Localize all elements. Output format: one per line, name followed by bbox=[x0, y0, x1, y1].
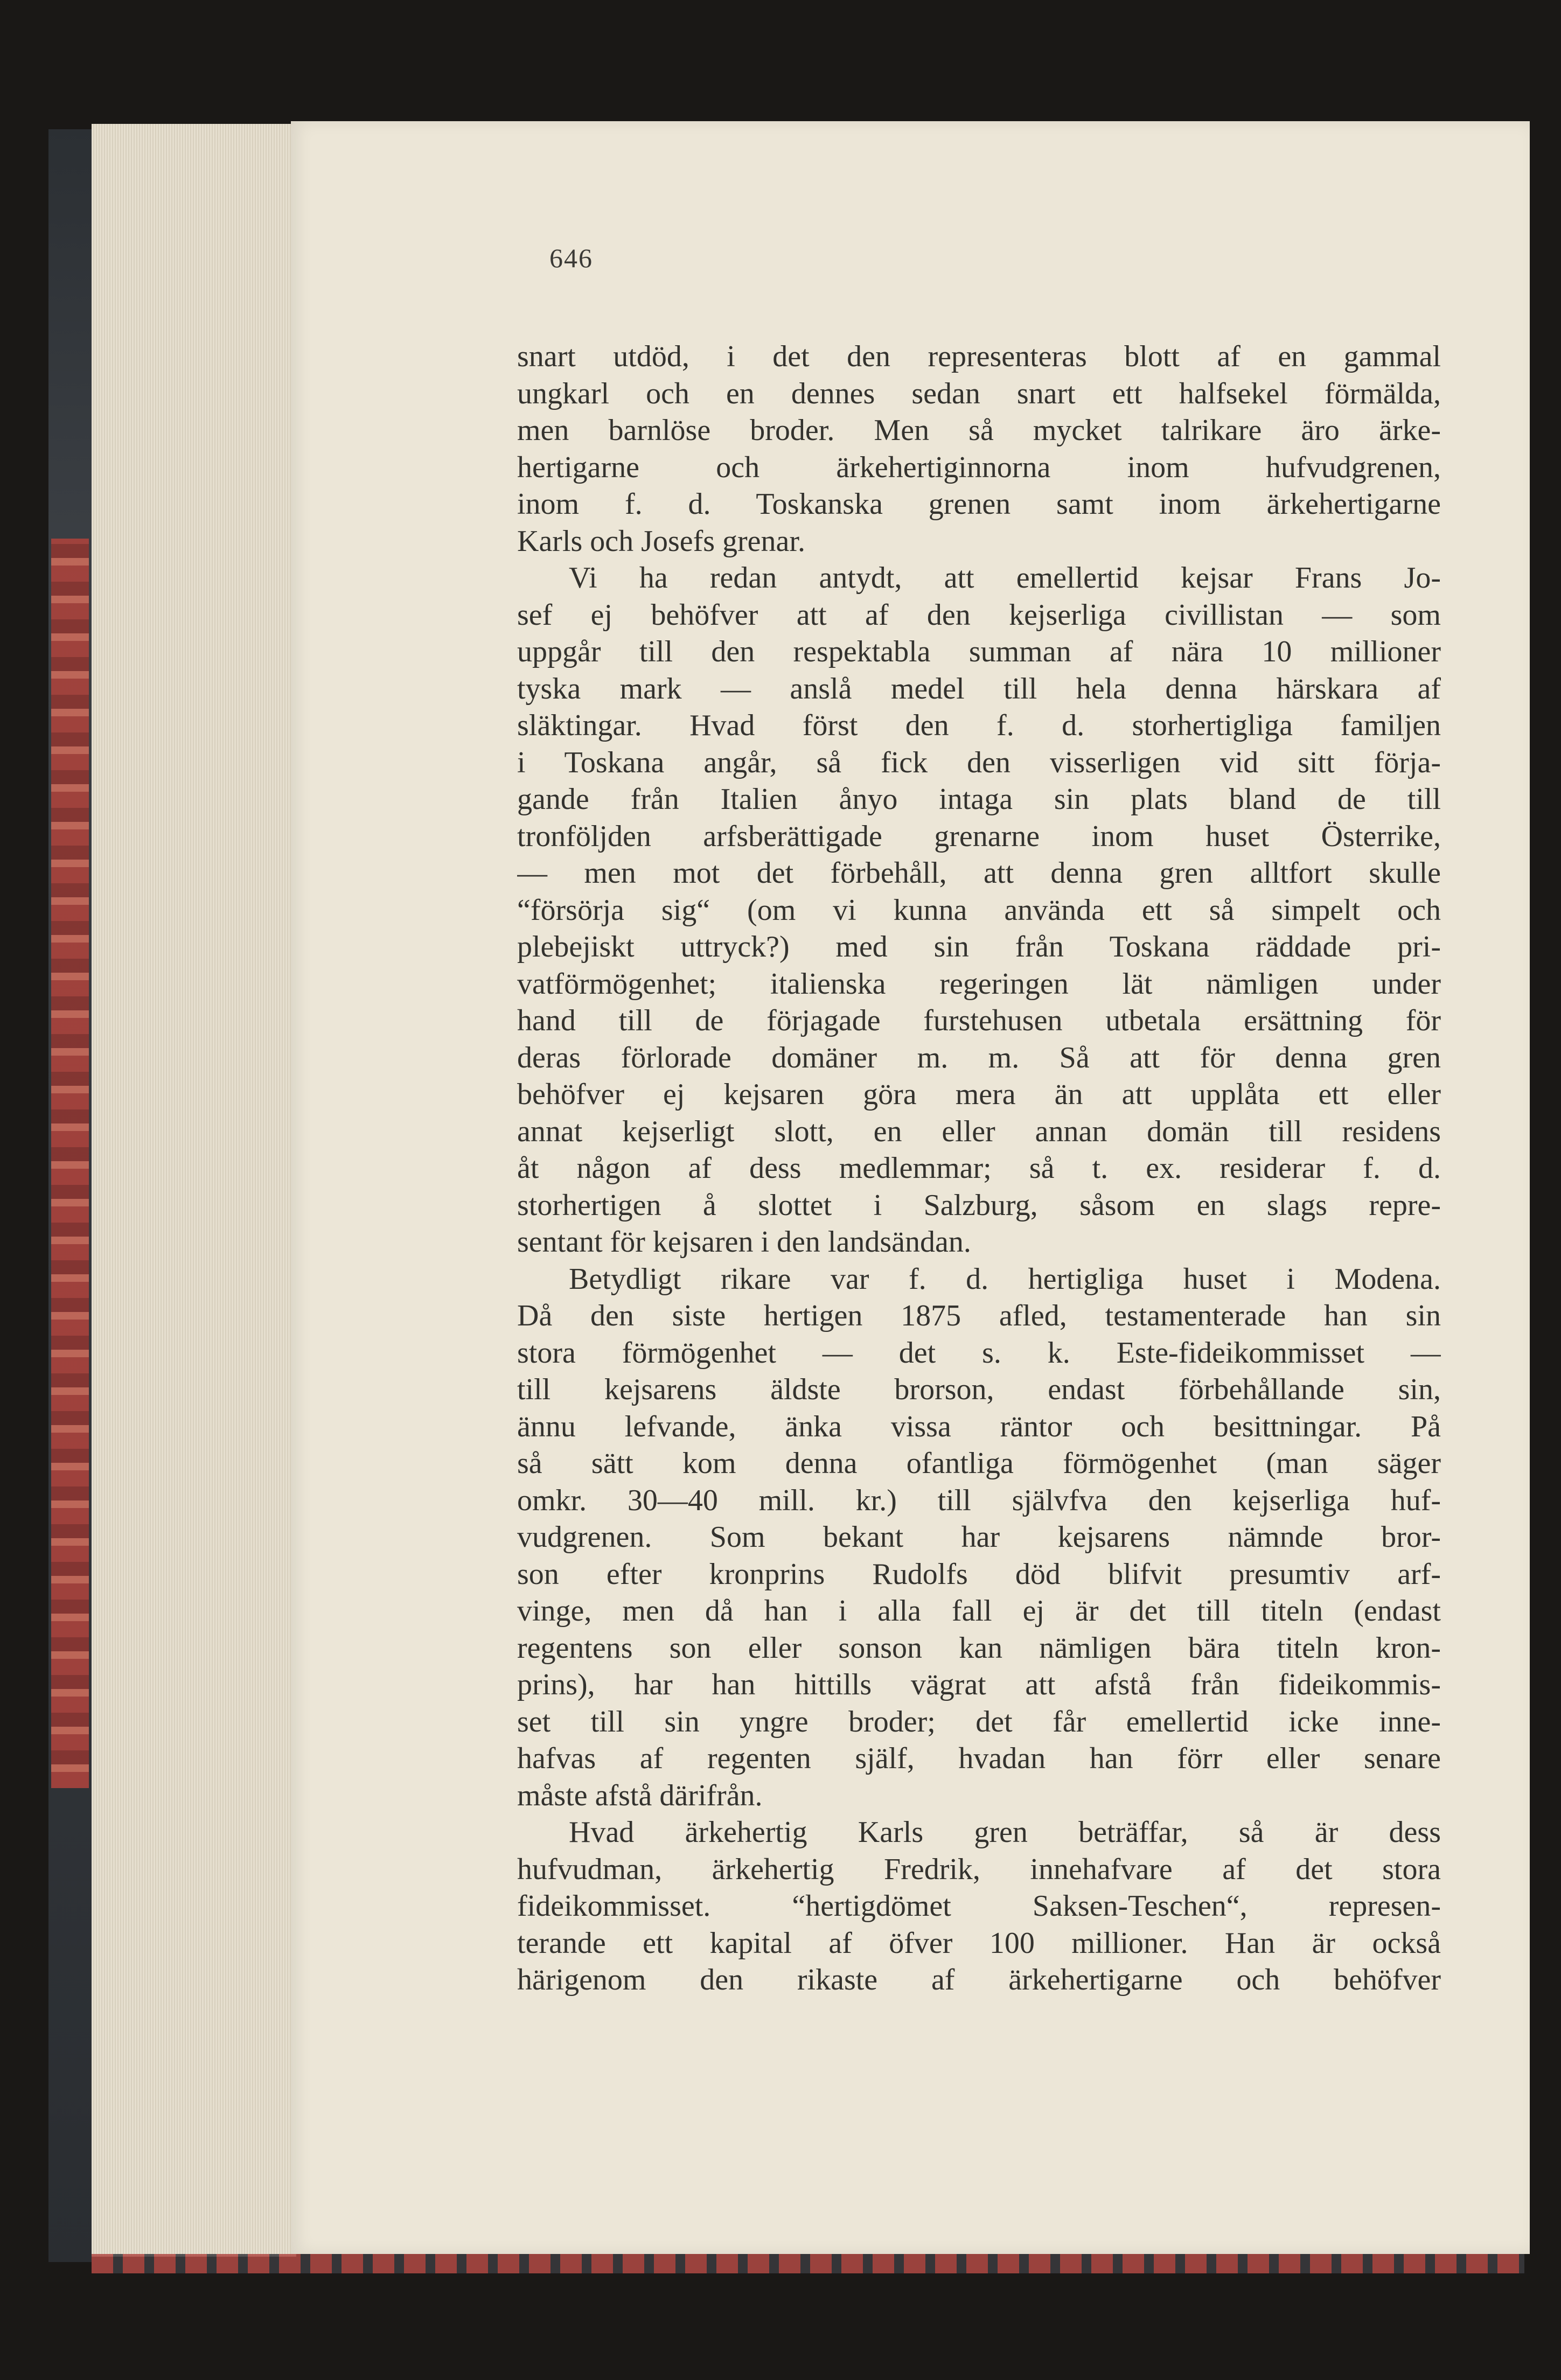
text-line: Då den siste hertigen 1875 afled, testamenterade han sin bbox=[517, 1299, 1441, 1332]
text-line: Karls och Josefs grenar. bbox=[517, 524, 805, 558]
text-line: plebejiskt uttryck?) med sin från Toskana räddade pri- bbox=[517, 930, 1441, 964]
text-line: ungkarl och en dennes sedan snart ett halfsekel förmälda, bbox=[517, 376, 1441, 410]
text-line: terande ett kapital af öfver 100 millioner. Han är också bbox=[517, 1926, 1441, 1960]
text-line: son efter kronprins Rudolfs död blifvit presumtiv arf- bbox=[517, 1557, 1441, 1591]
bottom-binding-strip bbox=[92, 2254, 1524, 2273]
body-text bbox=[517, 338, 1441, 1999]
text-line: tronföljden arfsberättigade grenarne inom huset Österrike, bbox=[517, 819, 1441, 853]
text-line: storhertigen å slottet i Salzburg, såsom en slags repre- bbox=[517, 1188, 1441, 1222]
text-line: måste afstå därifrån. bbox=[517, 1778, 763, 1812]
text-line: till kejsarens äldste brorson, endast förbehållande sin, bbox=[517, 1373, 1441, 1406]
text-line: Hvad ärkehertig Karls gren beträffar, så är dess bbox=[569, 1816, 1441, 1849]
text-line: hafvas af regenten själf, hvadan han förr eller senare bbox=[517, 1742, 1441, 1775]
page-edges bbox=[92, 124, 296, 2257]
text-line: hand till de förjagade furstehusen utbetala ersättning för bbox=[517, 1004, 1441, 1037]
text-line: tyska mark — anslå medel till hela denna härskara af bbox=[517, 672, 1441, 706]
text-line: i Toskana angår, så fick den visserligen vid sitt förja- bbox=[517, 745, 1441, 779]
text-line: annat kejserligt slott, en eller annan domän till residens bbox=[517, 1114, 1441, 1148]
binding-pattern bbox=[51, 539, 89, 1788]
text-line: ännu lefvande, änka vissa räntor och besittningar. På bbox=[517, 1409, 1441, 1443]
text-line: Betydligt rikare var f. d. hertigliga huset i Modena. bbox=[569, 1262, 1441, 1296]
text-line: omkr. 30—40 mill. kr.) till självfva den kejserliga huf- bbox=[517, 1483, 1441, 1517]
text-line: set till sin yngre broder; det får emellertid icke inne- bbox=[517, 1705, 1441, 1739]
text-line: fideikommisset. “hertigdömet Saksen-Teschen“, represen- bbox=[517, 1889, 1441, 1923]
text-line: stora förmögenhet — det s. k. Este-fideikommisset — bbox=[517, 1336, 1441, 1370]
text-line: gande från Italien ånyo intaga sin plats bland de till bbox=[517, 783, 1441, 816]
text-line: deras förlorade domäner m. m. Så att för denna gren bbox=[517, 1041, 1441, 1074]
text-line: hertigarne och ärkehertiginnorna inom hufvudgrenen, bbox=[517, 450, 1441, 484]
text-line: prins), har han hittills vägrat att afstå från fideikommis- bbox=[517, 1668, 1441, 1701]
text-line: åt någon af dess medlemmar; så t. ex. residerar f. d. bbox=[517, 1151, 1441, 1185]
text-line: härigenom den rikaste af ärkehertigarne och behöfver bbox=[517, 1963, 1441, 1997]
text-line: vatförmögenhet; italienska regeringen lät nämligen under bbox=[517, 967, 1441, 1001]
text-line: — men mot det förbehåll, att denna gren alltfort skulle bbox=[517, 856, 1441, 890]
text-line: vinge, men då han i alla fall ej är det till titeln (endast bbox=[517, 1594, 1441, 1628]
text-line: så sätt kom denna ofantliga förmögenhet (man säger bbox=[517, 1447, 1441, 1480]
text-line: “försörja sig“ (om vi kunna använda ett så simpelt och bbox=[517, 893, 1441, 927]
text-line: uppgår till den respektabla summan af nära 10 millioner bbox=[517, 635, 1441, 668]
text-line: släktingar. Hvad först den f. d. storhertigliga familjen bbox=[517, 709, 1441, 742]
text-line: regentens son eller sonson kan nämligen bära titeln kron- bbox=[517, 1631, 1441, 1665]
text-line: vudgrenen. Som bekant har kejsarens nämnde bror- bbox=[517, 1520, 1441, 1554]
text-line: sef ej behöfver att af den kejserliga civillistan — som bbox=[517, 598, 1441, 632]
page-number: 646 bbox=[549, 243, 593, 273]
text-line: sentant för kejsaren i den landsändan. bbox=[517, 1225, 971, 1259]
text-line: inom f. d. Toskanska grenen samt inom ärkehertigarne bbox=[517, 487, 1441, 521]
text-line: hufvudman, ärkehertig Fredrik, innehafvare af det stora bbox=[517, 1852, 1441, 1886]
text-line: Vi ha redan antydt, att emellertid kejsar Frans Jo- bbox=[569, 561, 1441, 595]
text-line: behöfver ej kejsaren göra mera än att upplåta ett eller bbox=[517, 1078, 1441, 1111]
text-line: men barnlöse broder. Men så mycket talrikare äro ärke- bbox=[517, 414, 1441, 447]
text-line: snart utdöd, i det den representeras blott af en gammal bbox=[517, 340, 1441, 373]
